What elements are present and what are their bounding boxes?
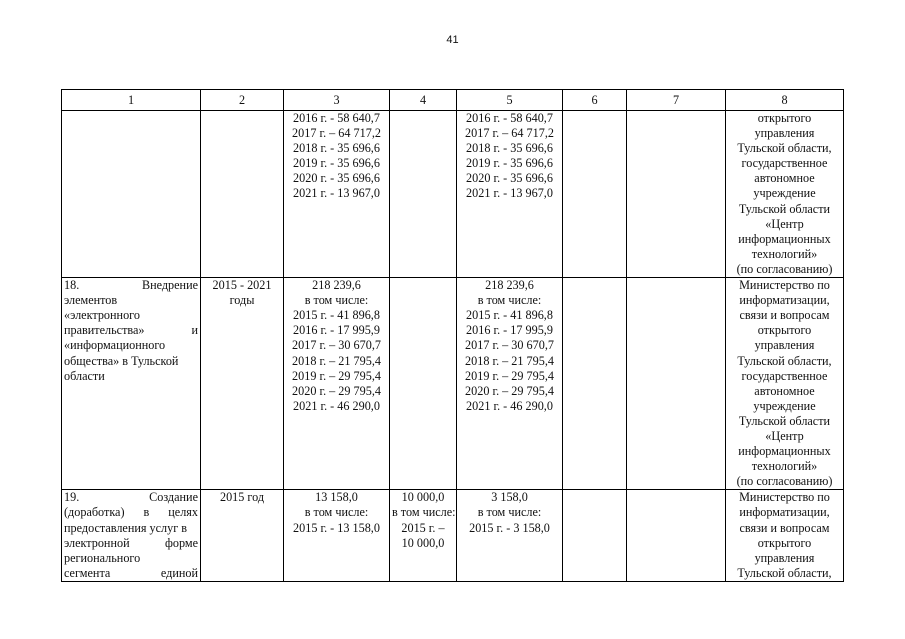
cell-line: годы bbox=[229, 293, 255, 308]
cell-line: Министерство по bbox=[739, 278, 830, 293]
federal-funding-cell bbox=[390, 490, 457, 582]
cell-line: Тульской области, bbox=[737, 565, 832, 580]
cell-line: 3 158,0 bbox=[491, 490, 528, 505]
cell-line: 2020 г. - 35 696,6 bbox=[293, 171, 380, 186]
cell-line: 2016 г. - 17 995,9 bbox=[293, 323, 380, 338]
cell-line: 2015 г. – bbox=[401, 520, 445, 535]
cell-line: 218 239,6 bbox=[312, 278, 361, 293]
municipal-funding-cell bbox=[563, 490, 627, 582]
cell-text-fragment: (доработка) bbox=[64, 505, 125, 520]
regional-funding-cell bbox=[457, 111, 563, 278]
cell-line: Тульской области, bbox=[737, 353, 832, 368]
table-row bbox=[62, 278, 844, 490]
cell-line: автономное bbox=[754, 383, 815, 398]
cell-line: открытого bbox=[757, 323, 812, 338]
column-header: 8 bbox=[726, 90, 844, 111]
column-header: 6 bbox=[563, 90, 627, 111]
cell-line: 2021 г. - 13 967,0 bbox=[466, 186, 553, 201]
column-header: 7 bbox=[627, 90, 726, 111]
cell-line: в том числе: bbox=[304, 505, 369, 520]
cell-line: регионального bbox=[64, 550, 141, 565]
cell-line: 2015 г. - 41 896,8 bbox=[466, 308, 553, 323]
table-header-row bbox=[62, 90, 844, 111]
cell-line: 10 000,0 bbox=[401, 490, 445, 505]
cell-line: 2015 год bbox=[219, 490, 265, 505]
executor-cell bbox=[726, 278, 844, 490]
table-row bbox=[62, 111, 844, 278]
cell-line: информатизации, bbox=[739, 505, 830, 520]
cell-line: 2018 г. - 35 696,6 bbox=[466, 141, 553, 156]
cell-line: 2019 г. - 35 696,6 bbox=[293, 156, 380, 171]
cell-line: открытого bbox=[757, 111, 812, 125]
cell-line: 2018 г. – 21 795,4 bbox=[465, 353, 554, 368]
cell-line: связи и вопросам bbox=[739, 520, 830, 535]
column-header: 4 bbox=[390, 90, 457, 111]
cell-line: «Центр bbox=[765, 428, 804, 443]
cell-text-fragment: правительства» bbox=[64, 323, 145, 338]
cell-line: Министерство по bbox=[739, 490, 830, 505]
cell-line: 2015 г. - 3 158,0 bbox=[469, 520, 550, 535]
cell-line: 2016 г. - 17 995,9 bbox=[466, 323, 553, 338]
cell-line: 2021 г. - 46 290,0 bbox=[293, 398, 380, 413]
cell-line: 2017 г. – 30 670,7 bbox=[465, 338, 554, 353]
cell-line bbox=[64, 566, 198, 581]
cell-line: (по согласованию) bbox=[736, 474, 833, 489]
activity-name-cell bbox=[62, 278, 201, 490]
cell-line: 2020 г. - 35 696,6 bbox=[466, 171, 553, 186]
cell-line: управления bbox=[754, 338, 815, 353]
cell-text-fragment: и bbox=[191, 323, 198, 338]
cell-line bbox=[64, 490, 198, 505]
cell-text-fragment: целях bbox=[168, 505, 198, 520]
executor-cell bbox=[726, 111, 844, 278]
column-header: 3 bbox=[284, 90, 390, 111]
cell-line: 2015 - 2021 bbox=[212, 278, 272, 293]
cell-line: технологий» bbox=[751, 459, 818, 474]
cell-text-fragment: Внедрение bbox=[141, 278, 198, 293]
cell-line: учреждение bbox=[753, 398, 816, 413]
cell-text-fragment: единой bbox=[160, 565, 198, 580]
program-table bbox=[61, 89, 844, 582]
other-funding-cell bbox=[627, 278, 726, 490]
federal-funding-cell bbox=[390, 278, 457, 490]
cell-line bbox=[64, 536, 198, 551]
cell-line: информатизации, bbox=[739, 293, 830, 308]
cell-line: 10 000,0 bbox=[401, 535, 445, 550]
cell-line: информационных bbox=[738, 444, 831, 459]
cell-line: в том числе: bbox=[304, 293, 369, 308]
cell-line: в том числе: bbox=[392, 505, 456, 520]
cell-line: предоставления услуг в bbox=[64, 520, 188, 535]
cell-line: 13 158,0 bbox=[315, 490, 358, 505]
period-cell bbox=[201, 278, 284, 490]
period-cell bbox=[201, 111, 284, 278]
cell-line: управления bbox=[754, 126, 815, 141]
cell-line bbox=[64, 278, 198, 293]
regional-funding-cell bbox=[457, 278, 563, 490]
cell-line: 2021 г. - 13 967,0 bbox=[293, 186, 380, 201]
cell-line: 2019 г. – 29 795,4 bbox=[465, 368, 554, 383]
cell-text-fragment: электронной bbox=[64, 535, 130, 550]
cell-line: 2020 г. – 29 795,4 bbox=[465, 383, 554, 398]
cell-text-fragment: 18. bbox=[64, 278, 80, 293]
activity-name-cell bbox=[62, 111, 201, 278]
cell-line: учреждение bbox=[753, 186, 816, 201]
cell-line: информационных bbox=[738, 231, 831, 246]
executor-cell bbox=[726, 490, 844, 582]
cell-line: в том числе: bbox=[477, 505, 542, 520]
table-row bbox=[62, 490, 844, 582]
cell-line: элементов bbox=[64, 293, 118, 308]
cell-line: 2019 г. - 35 696,6 bbox=[466, 156, 553, 171]
cell-line: «информационного bbox=[64, 338, 166, 353]
cell-line: в том числе: bbox=[477, 293, 542, 308]
cell-line: технологий» bbox=[751, 246, 818, 261]
cell-line: 2018 г. - 35 696,6 bbox=[293, 141, 380, 156]
cell-line: 2016 г. - 58 640,7 bbox=[466, 111, 553, 125]
cell-text-fragment: в bbox=[143, 505, 150, 520]
other-funding-cell bbox=[627, 490, 726, 582]
municipal-funding-cell bbox=[563, 278, 627, 490]
municipal-funding-cell bbox=[563, 111, 627, 278]
column-header: 2 bbox=[201, 90, 284, 111]
cell-line: 218 239,6 bbox=[485, 278, 534, 293]
period-cell bbox=[201, 490, 284, 582]
cell-line: государственное bbox=[741, 156, 828, 171]
page-number: 41 bbox=[446, 34, 459, 46]
other-funding-cell bbox=[627, 111, 726, 278]
cell-line: 2018 г. – 21 795,4 bbox=[292, 353, 381, 368]
cell-line: общества» в Тульской bbox=[64, 353, 179, 368]
regional-funding-cell bbox=[457, 490, 563, 582]
cell-line bbox=[64, 323, 198, 338]
cell-line: 2021 г. - 46 290,0 bbox=[466, 398, 553, 413]
cell-line: управления bbox=[754, 550, 815, 565]
cell-text-fragment: 19. bbox=[64, 490, 80, 505]
cell-text-fragment: форме bbox=[164, 535, 198, 550]
cell-line: 2017 г. – 64 717,2 bbox=[292, 126, 381, 141]
cell-line: 2016 г. - 58 640,7 bbox=[293, 111, 380, 125]
cell-line: (по согласованию) bbox=[736, 261, 833, 276]
cell-line: 2019 г. – 29 795,4 bbox=[292, 368, 381, 383]
cell-line bbox=[64, 505, 198, 520]
cell-line: связи и вопросам bbox=[739, 308, 830, 323]
cell-line: 2020 г. – 29 795,4 bbox=[292, 383, 381, 398]
cell-line: Тульской области bbox=[738, 201, 831, 216]
federal-funding-cell bbox=[390, 111, 457, 278]
cell-line: 2017 г. – 30 670,7 bbox=[292, 338, 381, 353]
cell-line: 2017 г. – 64 717,2 bbox=[465, 126, 554, 141]
cell-line: автономное bbox=[754, 171, 815, 186]
cell-line: «Центр bbox=[765, 216, 804, 231]
cell-text-fragment: Создание bbox=[149, 490, 198, 505]
activity-name-cell bbox=[62, 490, 201, 582]
total-funding-cell bbox=[284, 490, 390, 582]
cell-line: Тульской области, bbox=[737, 141, 832, 156]
cell-line: государственное bbox=[741, 368, 828, 383]
column-header: 5 bbox=[457, 90, 563, 111]
cell-text-fragment: сегмента bbox=[64, 565, 111, 580]
cell-line: «электронного bbox=[64, 308, 140, 323]
cell-line: области bbox=[64, 368, 105, 383]
total-funding-cell bbox=[284, 278, 390, 490]
cell-line: 2015 г. - 13 158,0 bbox=[293, 520, 380, 535]
total-funding-cell bbox=[284, 111, 390, 278]
cell-line: 2015 г. - 41 896,8 bbox=[293, 308, 380, 323]
cell-line: открытого bbox=[757, 535, 812, 550]
column-header: 1 bbox=[62, 90, 201, 111]
cell-line: Тульской области bbox=[738, 413, 831, 428]
